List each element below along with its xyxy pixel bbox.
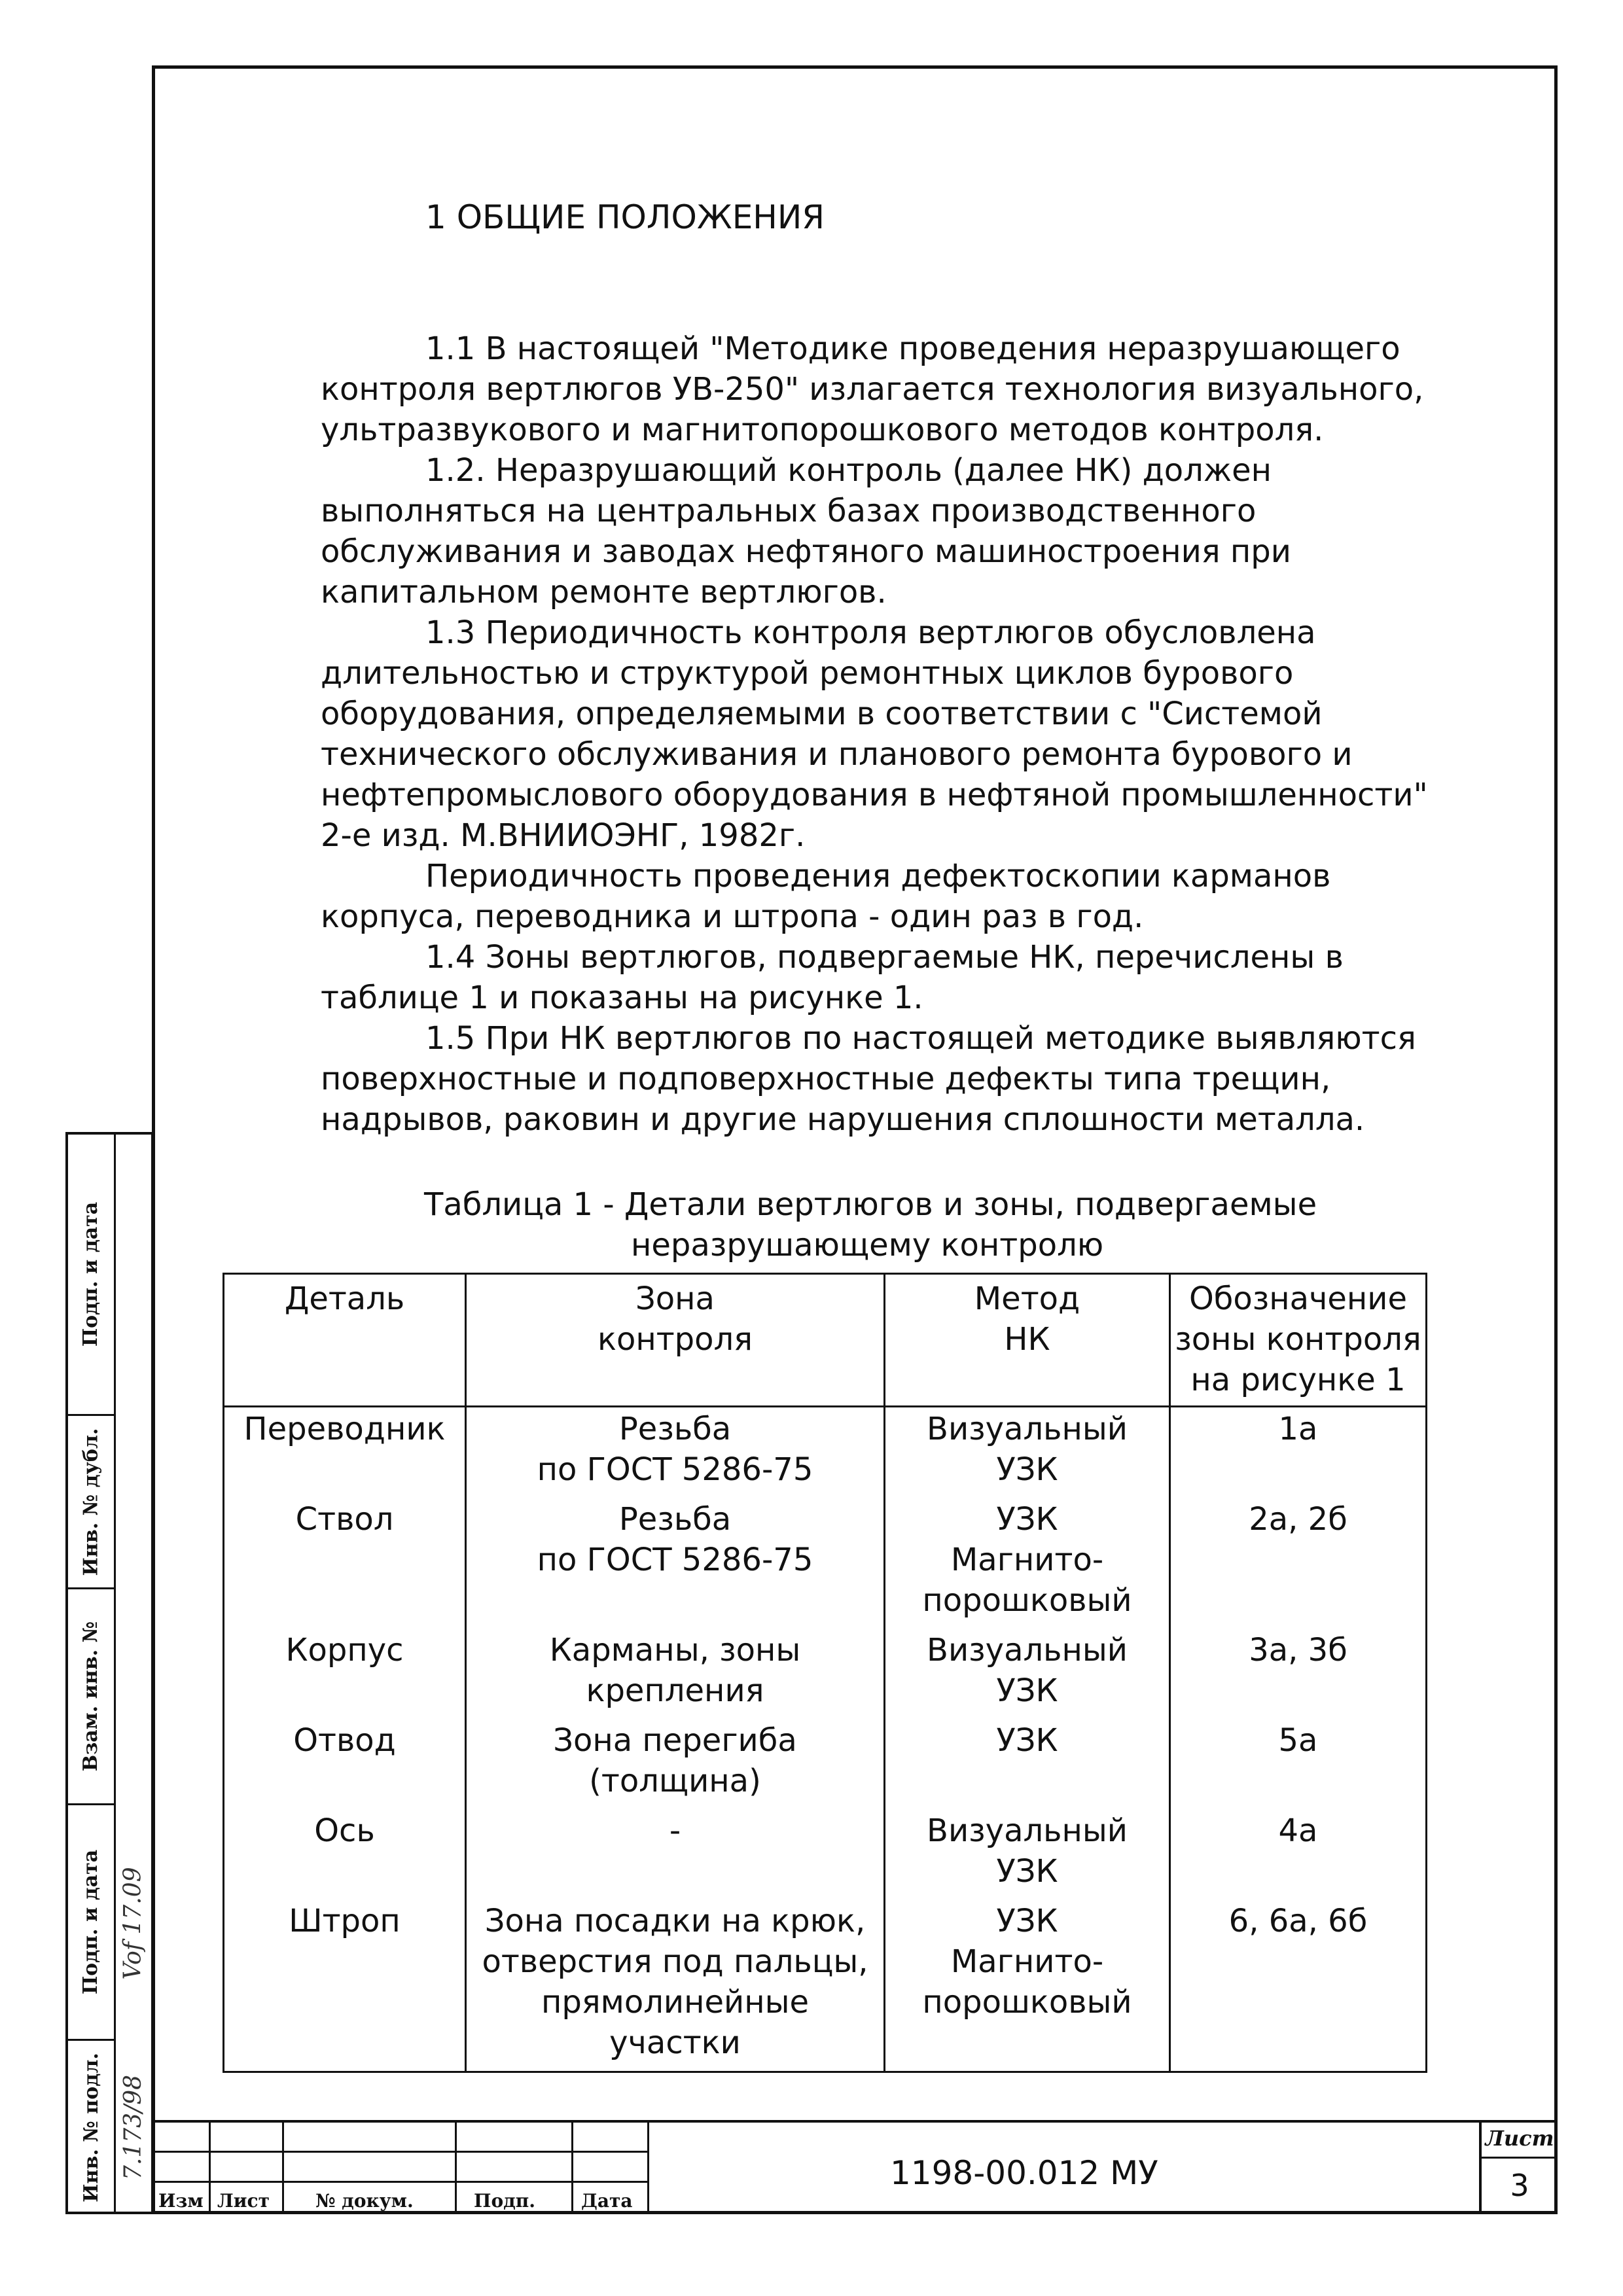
cell-part: Ось [224, 1809, 466, 1899]
table-caption-line-2: неразрушающему контролю [631, 1227, 1104, 1263]
section-heading: 1 ОБЩИЕ ПОЛОЖЕНИЯ [425, 198, 825, 236]
header-part: Деталь [224, 1274, 466, 1407]
title-block-grid [152, 2123, 649, 2214]
sidebar-label-sign-date-1: Подп. и дата [68, 1135, 114, 1416]
sheet-label: Лист [1482, 2120, 1558, 2159]
cell-part: Отвод [224, 1719, 466, 1809]
cell-designation: 6, 6а, 6б [1170, 1899, 1427, 2072]
sidebar-label-replace-inv: Взам. инв. № [68, 1589, 114, 1805]
header-method: Метод НК [885, 1274, 1170, 1407]
cell-designation: 5а [1170, 1719, 1427, 1809]
paragraph-1-3: 1.3 Периодичность контроля вертлюгов обусловлена длительностью и структурой ремонтных циклов бурового оборудования, определяемыми в соответствии с "Системой технического обслуживания и планового ремонта бурового и нефтепромыслового оборудования в нефтяной промышленности" 2-е изд. М.ВНИИОЭНГ, 1982г. [321, 614, 1428, 854]
stamp-label-date: Дата [581, 2190, 633, 2212]
header-zone: Зона контроля [466, 1274, 885, 1407]
header-designation: Обозначение зоны контроля на рисунке 1 [1170, 1274, 1427, 1407]
cell-method: Визуальный УЗК [885, 1629, 1170, 1719]
table-caption [424, 1184, 1445, 1265]
cell-part: Ствол [224, 1498, 466, 1629]
cell-zone: - [466, 1809, 885, 1899]
stamp-label-sheet: Лист [217, 2190, 270, 2212]
table-header-row [224, 1274, 1427, 1407]
sidebar-handwritten-inventory: 7.173/98 [119, 2075, 147, 2180]
cell-part: Штроп [224, 1899, 466, 2072]
table-row [224, 1498, 1427, 1629]
cell-part: Переводник [224, 1407, 466, 1498]
table-row [224, 1899, 1427, 2072]
cell-designation: 1а [1170, 1407, 1427, 1498]
cell-method: Визуальный УЗК [885, 1809, 1170, 1899]
left-margin-stamp [65, 1132, 154, 2214]
sheet-number: 3 [1510, 2168, 1529, 2203]
cell-zone: Резьба по ГОСТ 5286-75 [466, 1498, 885, 1629]
stamp-label-signature: Подп. [474, 2190, 536, 2212]
title-block [152, 2120, 1558, 2214]
cell-zone: Карманы, зоны крепления [466, 1629, 885, 1719]
cell-designation: 2а, 2б [1170, 1498, 1427, 1629]
table-row [224, 1719, 1427, 1809]
paragraph-1-4: 1.4 Зоны вертлюгов, подвергаемые НК, перечислены в таблице 1 и показаны на рисунке 1. [321, 939, 1344, 1016]
table-caption-line-1: Таблица 1 - Детали вертлюгов и зоны, подвергаемые [424, 1186, 1317, 1223]
cell-method: УЗК Магнито- порошковый [885, 1498, 1170, 1629]
sidebar-label-sign-date-2: Подп. и дата [68, 1805, 114, 2041]
cell-zone: Резьба по ГОСТ 5286-75 [466, 1407, 885, 1498]
sheet-number-box [1479, 2120, 1558, 2214]
stamp-label-doc-number: № докум. [315, 2190, 414, 2212]
table-row [224, 1407, 1427, 1498]
sidebar-label-dup-inv: Инв. № дубл. [68, 1416, 114, 1589]
document-code: 1198-00.012 МУ [890, 2154, 1158, 2192]
cell-method: Визуальный УЗК [885, 1407, 1170, 1498]
cell-part: Корпус [224, 1629, 466, 1719]
table-row [224, 1809, 1427, 1899]
cell-method: УЗК [885, 1719, 1170, 1809]
cell-zone: Зона перегиба (толщина) [466, 1719, 885, 1809]
paragraph-1-5: 1.5 При НК вертлюгов по настоящей методике выявляются поверхностные и подповерхностные дефекты типа трещин, надрывов, раковин и другие нарушения сплошности металла. [321, 1020, 1416, 1138]
paragraph-1-1: 1.1 В настоящей "Методике проведения неразрушающего контроля вертлюгов УВ-250" излагается технология визуального, ультразвукового и магнитопорошкового методов контроля. [321, 330, 1424, 448]
cell-designation: 4а [1170, 1809, 1427, 1899]
sidebar-handwritten-signature: Vof 17.09 [119, 1866, 147, 1980]
table-row [224, 1629, 1427, 1719]
stamp-label-change: Изм [158, 2190, 204, 2212]
sidebar-label-orig-inv: Инв. № подл. [79, 2053, 103, 2202]
cell-zone: Зона посадки на крюк, отверстия под пальцы, прямолинейные участки [466, 1899, 885, 2072]
cell-method: УЗК Магнито- порошковый [885, 1899, 1170, 2072]
cell-designation: 3а, 3б [1170, 1629, 1427, 1719]
paragraph-1-2: 1.2. Неразрушающий контроль (далее НК) должен выполняться на центральных базах производственного обслуживания и заводах нефтяного машиностроения при капитальном ремонте вертлюгов. [321, 452, 1291, 610]
inspection-zones-table [223, 1273, 1427, 2073]
paragraph-periodicity: Периодичность проведения дефектоскопии карманов корпуса, переводника и штропа - один раз в год. [321, 858, 1331, 935]
